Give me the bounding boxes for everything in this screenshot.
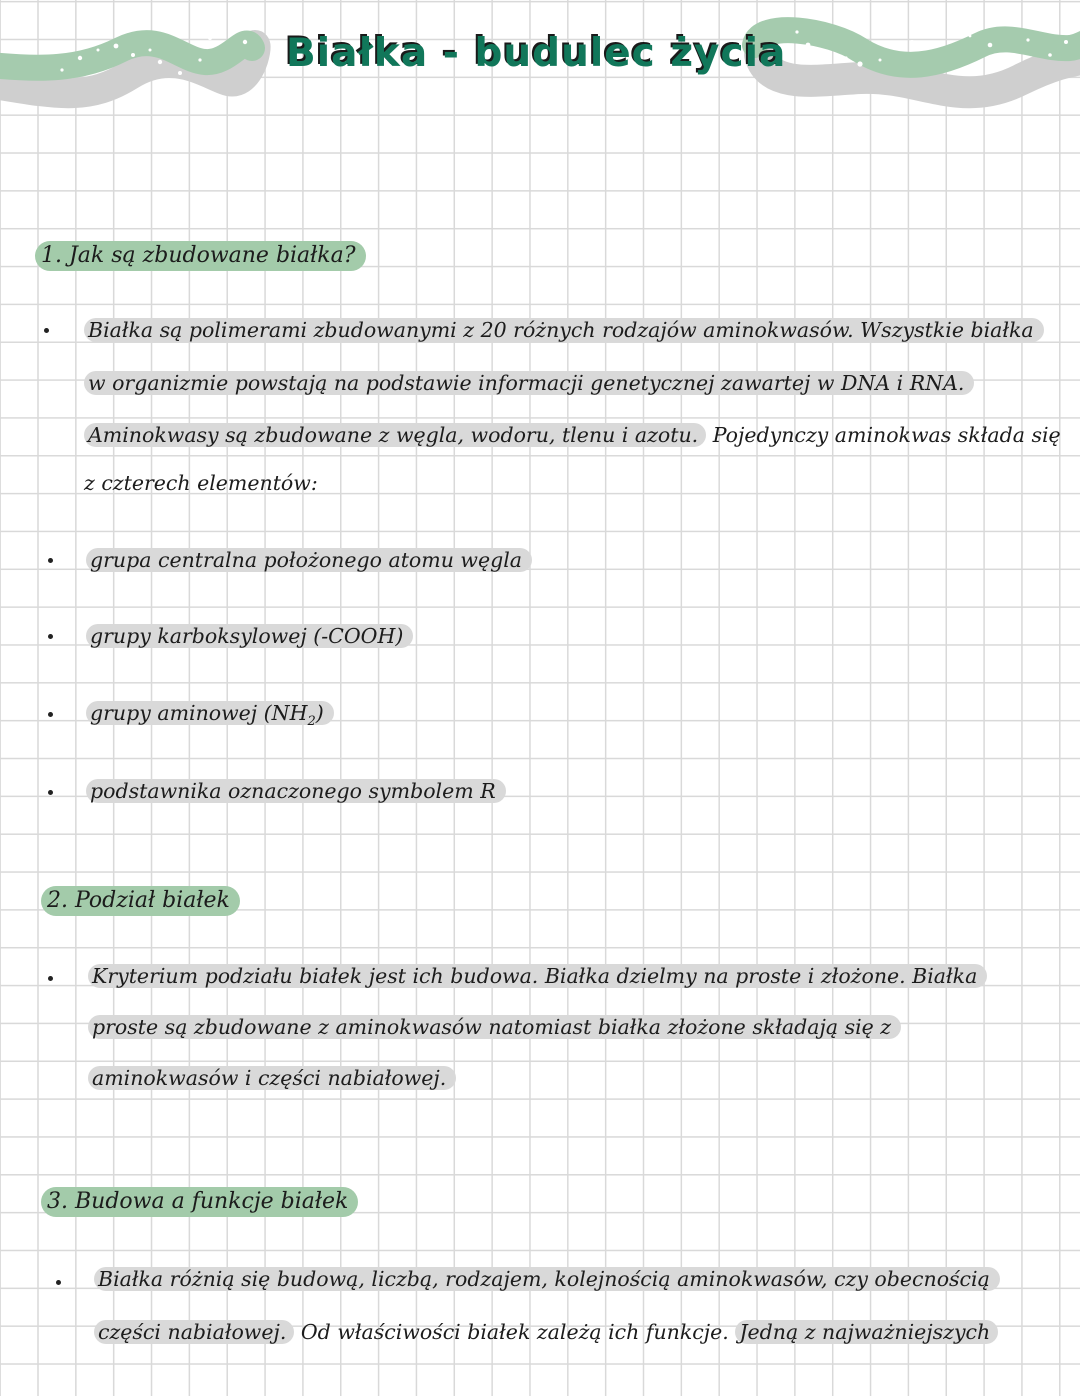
- section-heading: 1. Jak są zbudowane białka?: [35, 241, 366, 271]
- paragraph-line: [88, 962, 987, 990]
- paragraph-text: Od właściwości białek zależą ich funkcje.: [294, 1320, 736, 1344]
- left-ribbon: [0, 31, 256, 94]
- bullet-icon: [48, 634, 53, 639]
- highlighted-text: aminokwasów i części nabiałowej.: [88, 1066, 456, 1090]
- bullet-icon: [48, 976, 53, 981]
- paragraph-line: [84, 369, 974, 397]
- right-ribbon: [755, 30, 1080, 92]
- list-item-text: [86, 701, 334, 730]
- paragraph-line: [94, 1265, 1000, 1293]
- paragraph-line: [84, 469, 318, 497]
- bullet-icon: [48, 790, 53, 795]
- bullet-icon: [56, 1280, 61, 1285]
- subscript: 2: [307, 714, 316, 730]
- list-item-text: grupa centralna położonego atomu węgla: [86, 548, 532, 572]
- bullet-icon: [44, 328, 49, 333]
- highlighted-text: Jedną z najważniejszych: [735, 1320, 998, 1344]
- paragraph-text: z czterech elementów:: [84, 471, 318, 495]
- highlighted-text: w organizmie powstają na podstawie informacji genetycznej zawartej w DNA i RNA.: [84, 371, 974, 395]
- highlighted-text: proste są zbudowane z aminokwasów natomiast białka złożone składają się z: [88, 1015, 901, 1039]
- list-item-text-main: grupy aminowej (NH: [90, 701, 308, 725]
- paragraph-line: [84, 421, 1061, 449]
- list-item-text-close: ): [315, 701, 324, 725]
- list-item: [86, 622, 413, 650]
- list-item: [86, 699, 334, 736]
- paragraph-line: [88, 1064, 456, 1092]
- paragraph-line: [84, 316, 1044, 344]
- list-item-text: podstawnika oznaczonego symbolem R: [86, 779, 506, 803]
- paragraph-line: [94, 1318, 998, 1346]
- list-item: [86, 777, 506, 805]
- page-title: Białka - budulec życia: [286, 31, 787, 76]
- highlighted-text: Aminokwasy są zbudowane z węgla, wodoru, tlenu i azotu.: [84, 423, 706, 447]
- highlighted-text: Białka są polimerami zbudowanymi z 20 różnych rodzajów aminokwasów. Wszystkie białka: [84, 318, 1044, 342]
- bullet-icon: [48, 558, 53, 563]
- paragraph-line: [88, 1013, 901, 1041]
- list-item-text: grupy karboksylowej (-COOH): [86, 624, 413, 648]
- highlighted-text: Kryterium podziału białek jest ich budowa. Białka dzielmy na proste i złożone. Białka: [88, 964, 987, 988]
- highlighted-text: Białka różnią się budową, liczbą, rodzajem, kolejnością aminokwasów, czy obecnością: [94, 1267, 1000, 1291]
- section-heading: 3. Budowa a funkcje białek: [41, 1187, 358, 1217]
- bullet-icon: [48, 712, 53, 717]
- list-item: [86, 546, 532, 574]
- paragraph-text: Pojedynczy aminokwas składa się: [706, 423, 1061, 447]
- highlighted-text: części nabiałowej.: [94, 1320, 294, 1344]
- section-heading: 2. Podział białek: [41, 886, 240, 916]
